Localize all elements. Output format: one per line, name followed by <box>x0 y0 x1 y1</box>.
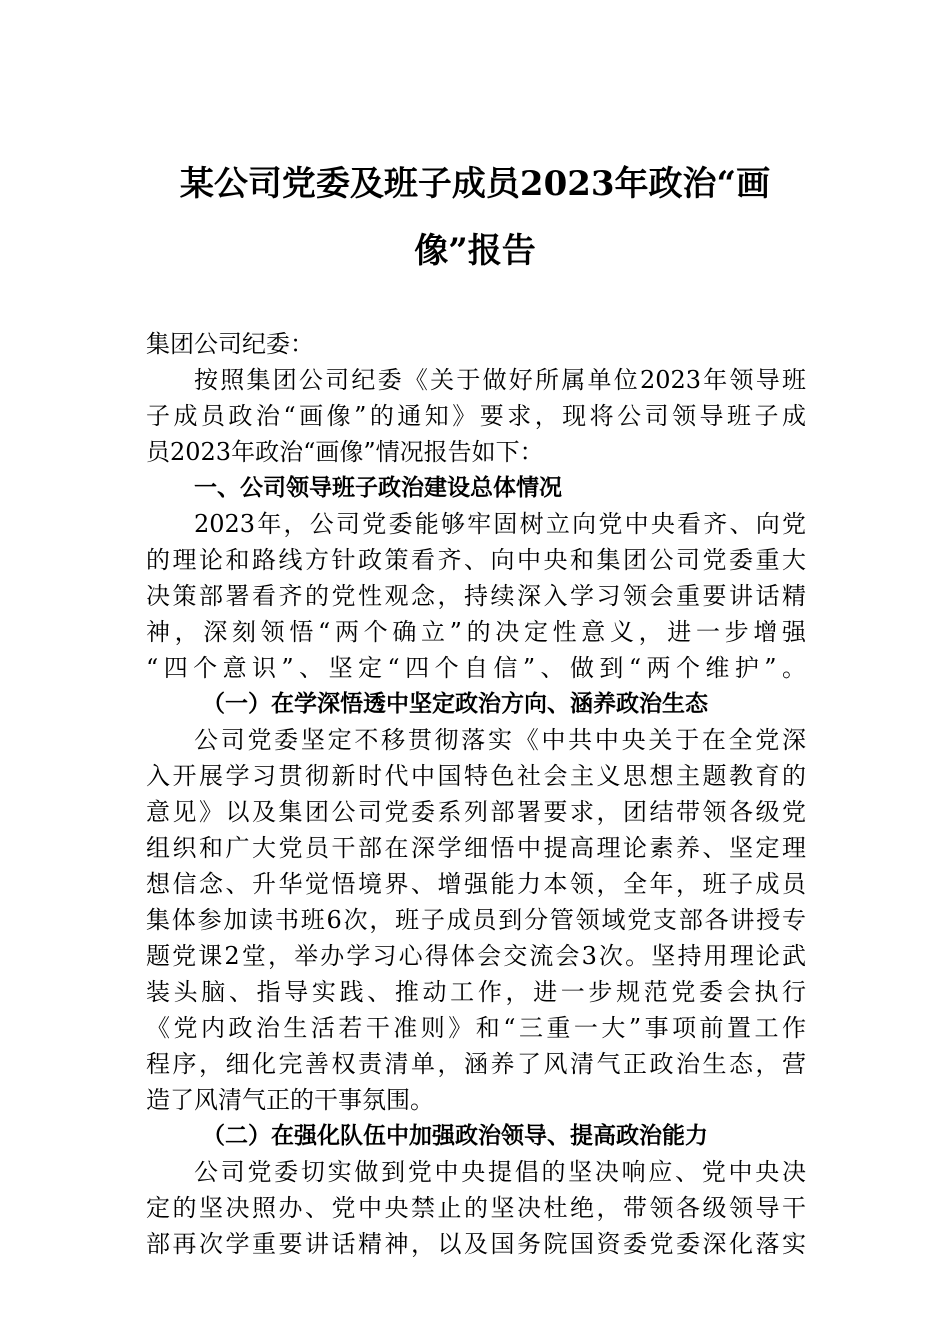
paragraph-line: 神，深刻领悟“两个确立”的决定性意义，进一步增强 <box>146 618 806 646</box>
paragraph-line: 集体参加读书班6次，班子成员到分管领域党支部各讲授专 <box>146 906 806 934</box>
document-body <box>146 326 806 1262</box>
paragraph-line: 装头脑、指导实践、推动工作，进一步规范党委会执行 <box>146 978 806 1006</box>
paragraph-line: 意见》以及集团公司党委系列部署要求，团结带领各级党 <box>146 798 806 826</box>
section-heading: 一、公司领导班子政治建设总体情况 <box>194 475 562 501</box>
paragraph-line: 题党课2堂，举办学习心得体会交流会3次。坚持用理论武 <box>146 942 806 970</box>
paragraph-line: 定的坚决照办、党中央禁止的坚决杜绝，带领各级领导干 <box>146 1194 806 1222</box>
paragraph-line: 公司党委坚定不移贯彻落实《中共中央关于在全党深 <box>194 726 806 754</box>
salutation: 集团公司纪委： <box>146 330 314 358</box>
subsection-heading: （一）在学深悟透中坚定政治方向、涵养政治生态 <box>202 690 708 717</box>
subsection-heading: （二）在强化队伍中加强政治领导、提高政治能力 <box>202 1122 708 1149</box>
document-title-line-1: 某公司党委及班子成员2023年政治“画 <box>179 164 771 204</box>
paragraph-line: 造了风清气正的干事氛围。 <box>146 1086 434 1114</box>
paragraph-line: 入开展学习贯彻新时代中国特色社会主义思想主题教育的 <box>146 762 806 790</box>
paragraph-line: 的理论和路线方针政策看齐、向中央和集团公司党委重大 <box>146 546 806 574</box>
paragraph-line: 程序，细化完善权责清单，涵养了风清气正政治生态，营 <box>146 1050 806 1078</box>
paragraph-line: 《党内政治生活若干准则》和“三重一大”事项前置工作 <box>146 1014 806 1042</box>
paragraph-line: 公司党委切实做到党中央提倡的坚决响应、党中央决 <box>194 1158 806 1186</box>
paragraph-line: “四个意识”、坚定“四个自信”、做到“两个维护”。 <box>146 654 806 682</box>
paragraph-line: 部再次学重要讲话精神，以及国务院国资委党委深化落实 <box>146 1230 806 1258</box>
paragraph-line: 想信念、升华觉悟境界、增强能力本领，全年，班子成员 <box>146 870 806 898</box>
paragraph-line: 组织和广大党员干部在深学细悟中提高理论素养、坚定理 <box>146 834 806 862</box>
intro-line: 按照集团公司纪委《关于做好所属单位2023年领导班 <box>194 366 806 394</box>
document-title-line-2: 像”报告 <box>414 231 536 271</box>
intro-line: 员2023年政治“画像”情况报告如下： <box>146 438 544 466</box>
paragraph-line: 决策部署看齐的党性观念，持续深入学习领会重要讲话精 <box>146 582 806 610</box>
intro-line: 子成员政治“画像”的通知》要求，现将公司领导班子成 <box>146 402 806 430</box>
paragraph-line: 2023年，公司党委能够牢固树立向党中央看齐、向党 <box>194 510 806 538</box>
